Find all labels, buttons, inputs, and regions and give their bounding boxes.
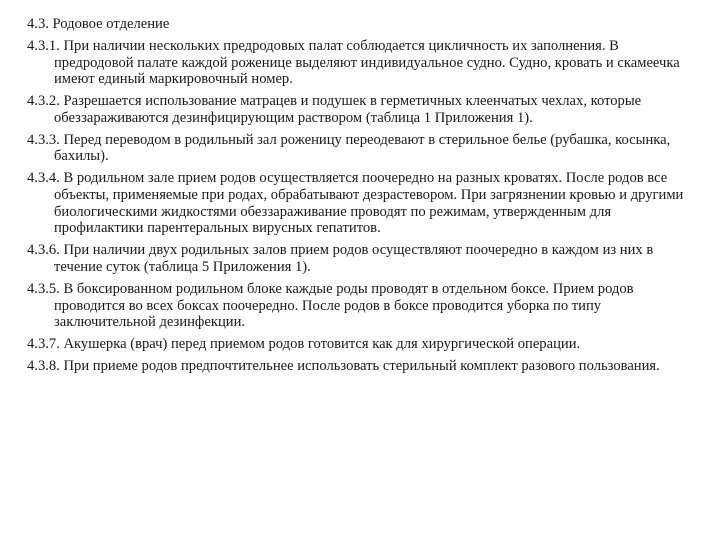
paragraph-4-3-6: 4.3.6. При наличии двух родильных залов прием родов осуществляют поочередно в каждом из них в течение суток (таблица 5 Приложения 1). (27, 242, 654, 276)
paragraph-4-3-7: 4.3.7. Акушерка (врач) перед приемом родов готовится как для хирургической операции. (27, 336, 581, 353)
paragraph-4-3-3: 4.3.3. Перед переводом в родильный зал роженицу переодевают в стерильное белье (рубашка, косынка, бахилы). (27, 131, 671, 165)
document-body (27, 16, 697, 375)
paragraph-4-3-5: 4.3.5. В боксированном родильном блоке каждые роды проводят в отдельном боксе. Прием родов проводится во всех боксах поочередно. После родов в боксе проводится уборка по типу заключительной дезинфекции. (27, 280, 634, 331)
paragraph-4-3-1: 4.3.1. При наличии нескольких предродовых палат соблюдается цикличность их заполнения. В предродовой палате каждой роженице выделяют индивидуальное судно. Судно, кровать и скамеечка имеют единый маркировочный номер. (27, 37, 680, 88)
section-heading: 4.3. Родовое отделение (27, 16, 170, 32)
paragraph-4-3-8: 4.3.8. При приеме родов предпочтительнее использовать стерильный комплект разового пользования. (27, 358, 660, 375)
paragraph-4-3-2: 4.3.2. Разрешается использование матрацев и подушек в герметичных клеенчатых чехлах, которые обеззараживаются дезинфицирующим раствором (таблица 1 Приложения 1). (27, 93, 642, 126)
paragraph-4-3-4: 4.3.4. В родильном зале прием родов осуществляется поочередно на разных кроватях. После родов все объекты, применяемые при родах, обрабатывают дезрастевором. При загрязнении кровью и другими биологическими жидкостями обеззараживание проводят по режимам, утвержденным для профилактики парентеральных вирусных гепатитов. (27, 170, 684, 237)
